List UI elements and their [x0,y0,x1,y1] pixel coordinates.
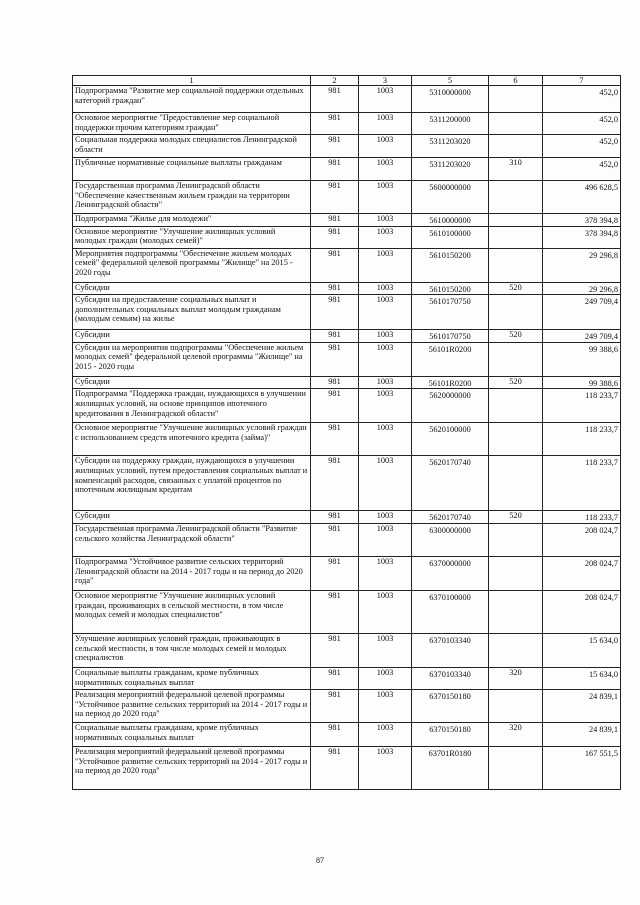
section-code-cell: 1003 [359,376,412,389]
admin-code-cell: 981 [311,181,359,214]
admin-code-cell: 981 [311,590,359,633]
row-name-cell: Реализация мероприятий федеральной целевой программы "Устойчивое развитие сельских территорий на 2014 - 2017 годы и на период до 2020 года" [73,689,311,722]
admin-code-cell: 981 [311,342,359,376]
target-article-cell: 5600000000 [412,181,489,214]
expense-type-cell [489,226,543,248]
table-row [73,456,621,511]
target-article-cell: 5311203020 [412,135,489,158]
expense-type-cell: 520 [489,282,543,295]
target-article-cell: 6370150180 [412,689,489,722]
expense-type-cell: 520 [489,330,543,343]
expense-type-cell [489,523,543,556]
expense-type-cell [489,746,543,789]
admin-code-cell: 981 [311,282,359,295]
amount-cell: 118 233,7 [543,456,621,511]
admin-code-cell: 981 [311,330,359,343]
section-code-cell: 1003 [359,523,412,556]
table-row [73,86,621,113]
row-name-cell: Субсидии на мероприятия подпрограммы "Обеспечение жильем молодых семей" федеральной целевой программы "Жилище" на 2015 - 2020 годы [73,342,311,376]
target-article-cell: 6370103340 [412,633,489,667]
target-article-cell: 5610150200 [412,282,489,295]
table-row [73,135,621,158]
table-row [73,746,621,789]
admin-code-cell: 981 [311,389,359,423]
header-cell: 3 [359,76,412,86]
row-name-cell: Социальная поддержка молодых специалистов Ленинградской области [73,135,311,158]
row-name-cell: Социальные выплаты гражданам, кроме публичных нормативных социальных выплат [73,722,311,746]
section-code-cell: 1003 [359,295,412,330]
header-cell: 1 [73,76,311,86]
amount-cell: 452,0 [543,135,621,158]
amount-cell: 24 839,1 [543,722,621,746]
target-article-cell: 5610170750 [412,330,489,343]
target-article-cell: 5310000000 [412,86,489,113]
target-article-cell: 5610170750 [412,295,489,330]
section-code-cell: 1003 [359,423,412,456]
row-name-cell: Субсидии [73,511,311,524]
row-name-cell: Мероприятия подпрограммы "Обеспечение жильем молодых семей" федеральной целевой программы "Жилище" на 2015 - 2020 годы [73,248,311,282]
row-name-cell: Основное мероприятие "Улучшение жилищных условий молодых граждан (молодых семей)" [73,226,311,248]
table-row [73,667,621,689]
header-cell: 6 [489,76,543,86]
expense-type-cell [489,456,543,511]
table-row [73,181,621,214]
amount-cell: 118 233,7 [543,423,621,456]
amount-cell: 452,0 [543,158,621,181]
table-row [73,523,621,556]
amount-cell: 378 394,8 [543,214,621,227]
expense-type-cell [489,181,543,214]
row-name-cell: Социальные выплаты гражданам, кроме публичных нормативных социальных выплат [73,667,311,689]
expense-type-cell [489,556,543,590]
section-code-cell: 1003 [359,689,412,722]
section-code-cell: 1003 [359,181,412,214]
admin-code-cell: 981 [311,722,359,746]
table-row [73,590,621,633]
row-name-cell: Основное мероприятие "Предоставление мер социальной поддержки прочим категориям граждан" [73,113,311,135]
row-name-cell: Основное мероприятие "Улучшение жилищных условий граждан, проживающих в сельской местности, в том числе молодых семей и молодых специалистов" [73,590,311,633]
target-article-cell: 56101R0200 [412,342,489,376]
row-name-cell: Подпрограмма "Устойчивое развитие сельских территорий Ленинградской области на 2014 - 2017 годы и на период до 2020 года" [73,556,311,590]
target-article-cell: 5610150200 [412,248,489,282]
admin-code-cell: 981 [311,523,359,556]
target-article-cell: 56101R0200 [412,376,489,389]
target-article-cell: 5620170740 [412,456,489,511]
target-article-cell: 5311203020 [412,158,489,181]
target-article-cell: 63701R0180 [412,746,489,789]
table-row [73,633,621,667]
expense-type-cell: 520 [489,376,543,389]
amount-cell: 118 233,7 [543,511,621,524]
table-row [73,295,621,330]
section-code-cell: 1003 [359,667,412,689]
admin-code-cell: 981 [311,667,359,689]
amount-cell: 15 634,0 [543,633,621,667]
amount-cell: 167 551,5 [543,746,621,789]
expense-type-cell [489,135,543,158]
table-header-row [73,76,621,86]
table-row [73,423,621,456]
expense-type-cell: 320 [489,722,543,746]
table-row [73,214,621,227]
section-code-cell: 1003 [359,746,412,789]
amount-cell: 452,0 [543,113,621,135]
table-row [73,511,621,524]
admin-code-cell: 981 [311,456,359,511]
target-article-cell: 6300000000 [412,523,489,556]
section-code-cell: 1003 [359,389,412,423]
target-article-cell: 6370103340 [412,667,489,689]
row-name-cell: Улучшение жилищных условий граждан, проживающих в сельской местности, в том числе молодых семей и молодых специалистов [73,633,311,667]
amount-cell: 208 024,7 [543,556,621,590]
section-code-cell: 1003 [359,633,412,667]
target-article-cell: 5311200000 [412,113,489,135]
row-name-cell: Публичные нормативные социальные выплаты гражданам [73,158,311,181]
admin-code-cell: 981 [311,248,359,282]
admin-code-cell: 981 [311,86,359,113]
section-code-cell: 1003 [359,722,412,746]
row-name-cell: Подпрограмма "Жилье для молодежи" [73,214,311,227]
amount-cell: 378 394,8 [543,226,621,248]
amount-cell: 208 024,7 [543,523,621,556]
section-code-cell: 1003 [359,556,412,590]
admin-code-cell: 981 [311,511,359,524]
row-name-cell: Субсидии [73,330,311,343]
table-body [73,76,621,790]
table-row [73,722,621,746]
row-name-cell: Подпрограмма "Развитие мер социальной поддержки отдельных категорий граждан" [73,86,311,113]
amount-cell: 99 388,6 [543,342,621,376]
table-row [73,689,621,722]
section-code-cell: 1003 [359,248,412,282]
target-article-cell: 5620100000 [412,423,489,456]
section-code-cell: 1003 [359,590,412,633]
admin-code-cell: 981 [311,113,359,135]
page-number: 87 [316,856,324,865]
expense-type-cell [489,295,543,330]
amount-cell: 249 709,4 [543,330,621,343]
row-name-cell: Субсидии [73,282,311,295]
amount-cell: 208 024,7 [543,590,621,633]
admin-code-cell: 981 [311,423,359,456]
admin-code-cell: 981 [311,295,359,330]
amount-cell: 29 296,8 [543,282,621,295]
target-article-cell: 6370100000 [412,590,489,633]
budget-table [72,75,621,790]
section-code-cell: 1003 [359,342,412,376]
section-code-cell: 1003 [359,158,412,181]
admin-code-cell: 981 [311,376,359,389]
section-code-cell: 1003 [359,330,412,343]
row-name-cell: Подпрограмма "Поддержка граждан, нуждающихся в улучшении жилищных условий, на основе принципов ипотечного кредитования в Ленинградской области" [73,389,311,423]
admin-code-cell: 981 [311,633,359,667]
table-row [73,158,621,181]
expense-type-cell [489,113,543,135]
expense-type-cell [489,389,543,423]
amount-cell: 249 709,4 [543,295,621,330]
expense-type-cell: 320 [489,667,543,689]
section-code-cell: 1003 [359,135,412,158]
section-code-cell: 1003 [359,282,412,295]
row-name-cell: Субсидии [73,376,311,389]
table-row [73,389,621,423]
expense-type-cell [489,423,543,456]
amount-cell: 496 628,5 [543,181,621,214]
table-row [73,113,621,135]
expense-type-cell [489,248,543,282]
row-name-cell: Государственная программа Ленинградской области "Развитие сельского хозяйства Ленинградской области" [73,523,311,556]
expense-type-cell [489,214,543,227]
table-row [73,330,621,343]
section-code-cell: 1003 [359,226,412,248]
expense-type-cell: 520 [489,511,543,524]
expense-type-cell [489,342,543,376]
section-code-cell: 1003 [359,456,412,511]
admin-code-cell: 981 [311,689,359,722]
admin-code-cell: 981 [311,158,359,181]
section-code-cell: 1003 [359,511,412,524]
header-cell: 2 [311,76,359,86]
expense-type-cell [489,86,543,113]
admin-code-cell: 981 [311,135,359,158]
amount-cell: 452,0 [543,86,621,113]
amount-cell: 24 839,1 [543,689,621,722]
amount-cell: 29 296,8 [543,248,621,282]
amount-cell: 15 634,0 [543,667,621,689]
target-article-cell: 5620000000 [412,389,489,423]
expense-type-cell: 310 [489,158,543,181]
expense-type-cell [489,633,543,667]
row-name-cell: Субсидии на предоставление социальных выплат и дополнительных социальных выплат молодым гражданам (молодым семьям) на жилье [73,295,311,330]
row-name-cell: Основное мероприятие "Улучшение жилищных условий граждан с использованием средств ипотечного кредита (займа)" [73,423,311,456]
section-code-cell: 1003 [359,86,412,113]
target-article-cell: 5610000000 [412,214,489,227]
table-row [73,226,621,248]
expense-type-cell [489,689,543,722]
header-cell: 7 [543,76,621,86]
target-article-cell: 5610100000 [412,226,489,248]
row-name-cell: Реализация мероприятий федеральной целевой программы "Устойчивое развитие сельских территорий на 2014 - 2017 годы и на период до 2020 года" [73,746,311,789]
admin-code-cell: 981 [311,214,359,227]
section-code-cell: 1003 [359,214,412,227]
target-article-cell: 5620170740 [412,511,489,524]
target-article-cell: 6370150180 [412,722,489,746]
table-row [73,556,621,590]
table-row [73,342,621,376]
target-article-cell: 6370000000 [412,556,489,590]
amount-cell: 118 233,7 [543,389,621,423]
table-row [73,282,621,295]
admin-code-cell: 981 [311,556,359,590]
table-row [73,376,621,389]
admin-code-cell: 981 [311,226,359,248]
header-cell: 5 [412,76,489,86]
expense-type-cell [489,590,543,633]
table-row [73,248,621,282]
section-code-cell: 1003 [359,113,412,135]
row-name-cell: Государственная программа Ленинградской области "Обеспечение качественным жильем граждан на территории Ленинградской области" [73,181,311,214]
admin-code-cell: 981 [311,746,359,789]
row-name-cell: Субсидии на поддержку граждан, нуждающихся в улучшении жилищных условий, путем предоставления социальных выплат и компенсаций расходов, связанных с уплатой процентов по ипотечным жилищным кредитам [73,456,311,511]
amount-cell: 99 388,6 [543,376,621,389]
